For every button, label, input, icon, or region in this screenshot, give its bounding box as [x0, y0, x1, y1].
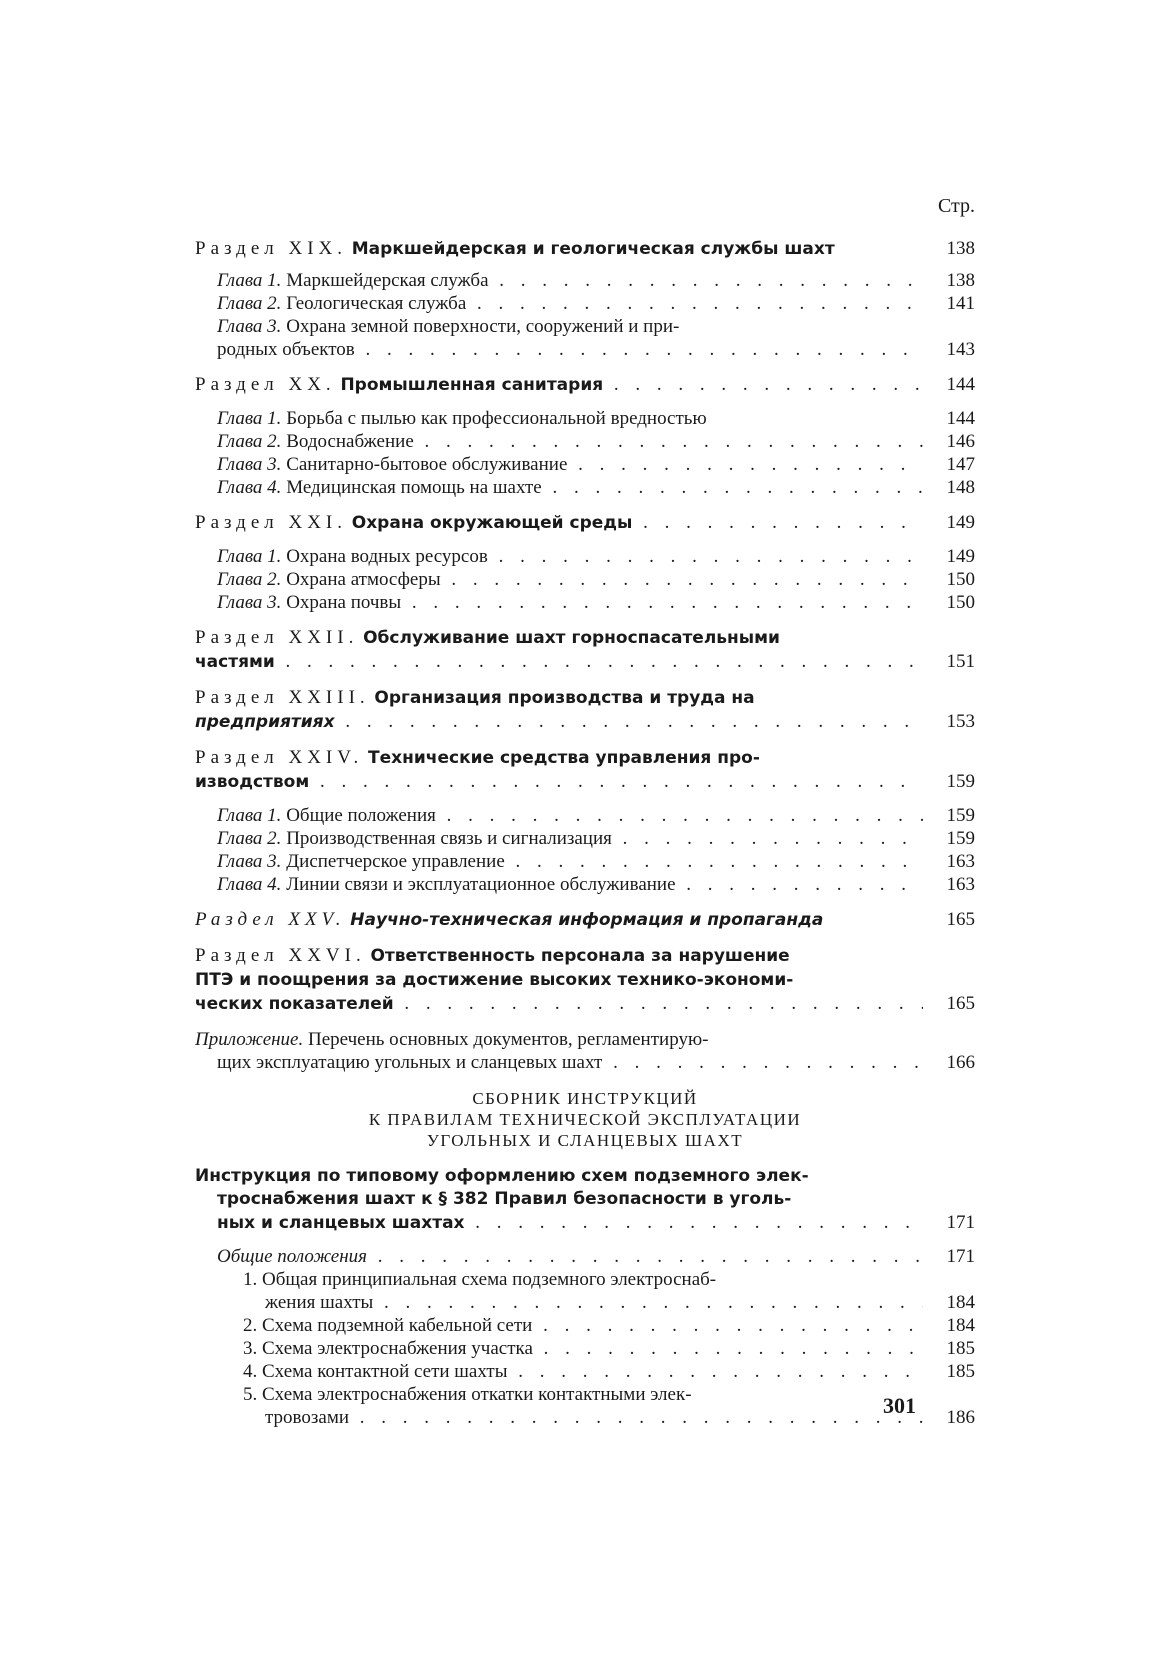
toc-section: Раздел XXV. Научно-техническая информация и пропаганда 165	[195, 909, 975, 930]
toc-chapter: Глава 2. Производственная связь и сигнализация . . . 159	[195, 827, 975, 850]
toc-chapter: Глава 2. Охрана атмосферы . . . 150	[195, 568, 975, 591]
toc-section: Раздел XXIV. Технические средства управления про- изводством . . . 159	[195, 746, 975, 794]
toc-chapter: Глава 1. Борьба с пылью как профессиональной вредностью 144	[217, 408, 975, 429]
toc-chapter: Глава 1. Охрана водных ресурсов . . . 149	[195, 545, 975, 568]
toc-chapter: Глава 1. Маркшейдерская служба . . . 138	[195, 269, 975, 292]
toc-section: Раздел XXII. Обслуживание шахт горноспасательными частями . . . 151	[195, 626, 975, 674]
toc-appendix: Приложение. Перечень основных документов, регламентирую- щих эксплуатацию угольных и сланцевых шахт . . . 166	[195, 1028, 975, 1074]
toc-section: Раздел XX. Промышленная санитария . . . 144	[195, 373, 975, 397]
toc-instruction: Инструкция по типовому оформлению схем подземного элек- троснабжения шахт к § 382 Правил безопасности в уголь- ных и сланцевых шахтах . . . 171	[195, 1165, 975, 1235]
toc-item: Общие положения . . . 171	[195, 1245, 975, 1268]
toc-item: 2. Схема подземной кабельной сети . . . 184	[195, 1314, 975, 1337]
toc-chapter: Глава 4. Медицинская помощь на шахте . . . 148	[195, 476, 975, 499]
toc-chapter: Глава 3. Охрана почвы . . . 150	[195, 591, 975, 614]
toc-chapter: Глава 4. Линии связи и эксплуатационное обслуживание . . . 163	[195, 873, 975, 896]
toc-section: Раздел XXVI. Ответственность персонала за нарушение ПТЭ и поощрения за достижение высоких технико-экономи- ческих показателей . . . 165	[195, 944, 975, 1016]
toc-item: 1. Общая принципиальная схема подземного электроснаб- жения шахты . . . 184	[195, 1268, 975, 1314]
page-column-header: Стр.	[937, 195, 975, 217]
toc-item: 5. Схема электроснабжения откатки контактными элек- тровозами . . . 186	[195, 1383, 975, 1429]
page-number: 301	[883, 1393, 916, 1418]
toc-section: Раздел XXIII. Организация производства и труда на предприятиях . . . 153	[195, 686, 975, 734]
toc-section: Раздел XIX. Маркшейдерская и геологическая службы шахт 138	[195, 238, 975, 259]
toc-chapter: Глава 2. Геологическая служба . . . 141	[195, 292, 975, 315]
toc-item: 3. Схема электроснабжения участка . . . 185	[195, 1337, 975, 1360]
toc-chapter: Глава 3. Санитарно-бытовое обслуживание . . . 147	[195, 453, 975, 476]
toc-chapter: Глава 3. Охрана земной поверхности, сооружений и при- родных объектов . . . 143	[195, 315, 975, 361]
collection-heading: СБОРНИК ИНСТРУКЦИЙ К ПРАВИЛАМ ТЕХНИЧЕСКОЙ ЭКСПЛУАТАЦИИ УГОЛЬНЫХ И СЛАНЦЕВЫХ ШАХТ	[368, 1089, 802, 1150]
toc-chapter: Глава 2. Водоснабжение . . . 146	[195, 430, 975, 453]
toc-item: 4. Схема контактной сети шахты . . . 185	[195, 1360, 975, 1383]
toc-section: Раздел XXI. Охрана окружающей среды . . . 149	[195, 511, 975, 535]
toc-chapter: Глава 3. Диспетчерское управление . . . 163	[195, 850, 975, 873]
toc-chapter: Глава 1. Общие положения . . . 159	[195, 804, 975, 827]
